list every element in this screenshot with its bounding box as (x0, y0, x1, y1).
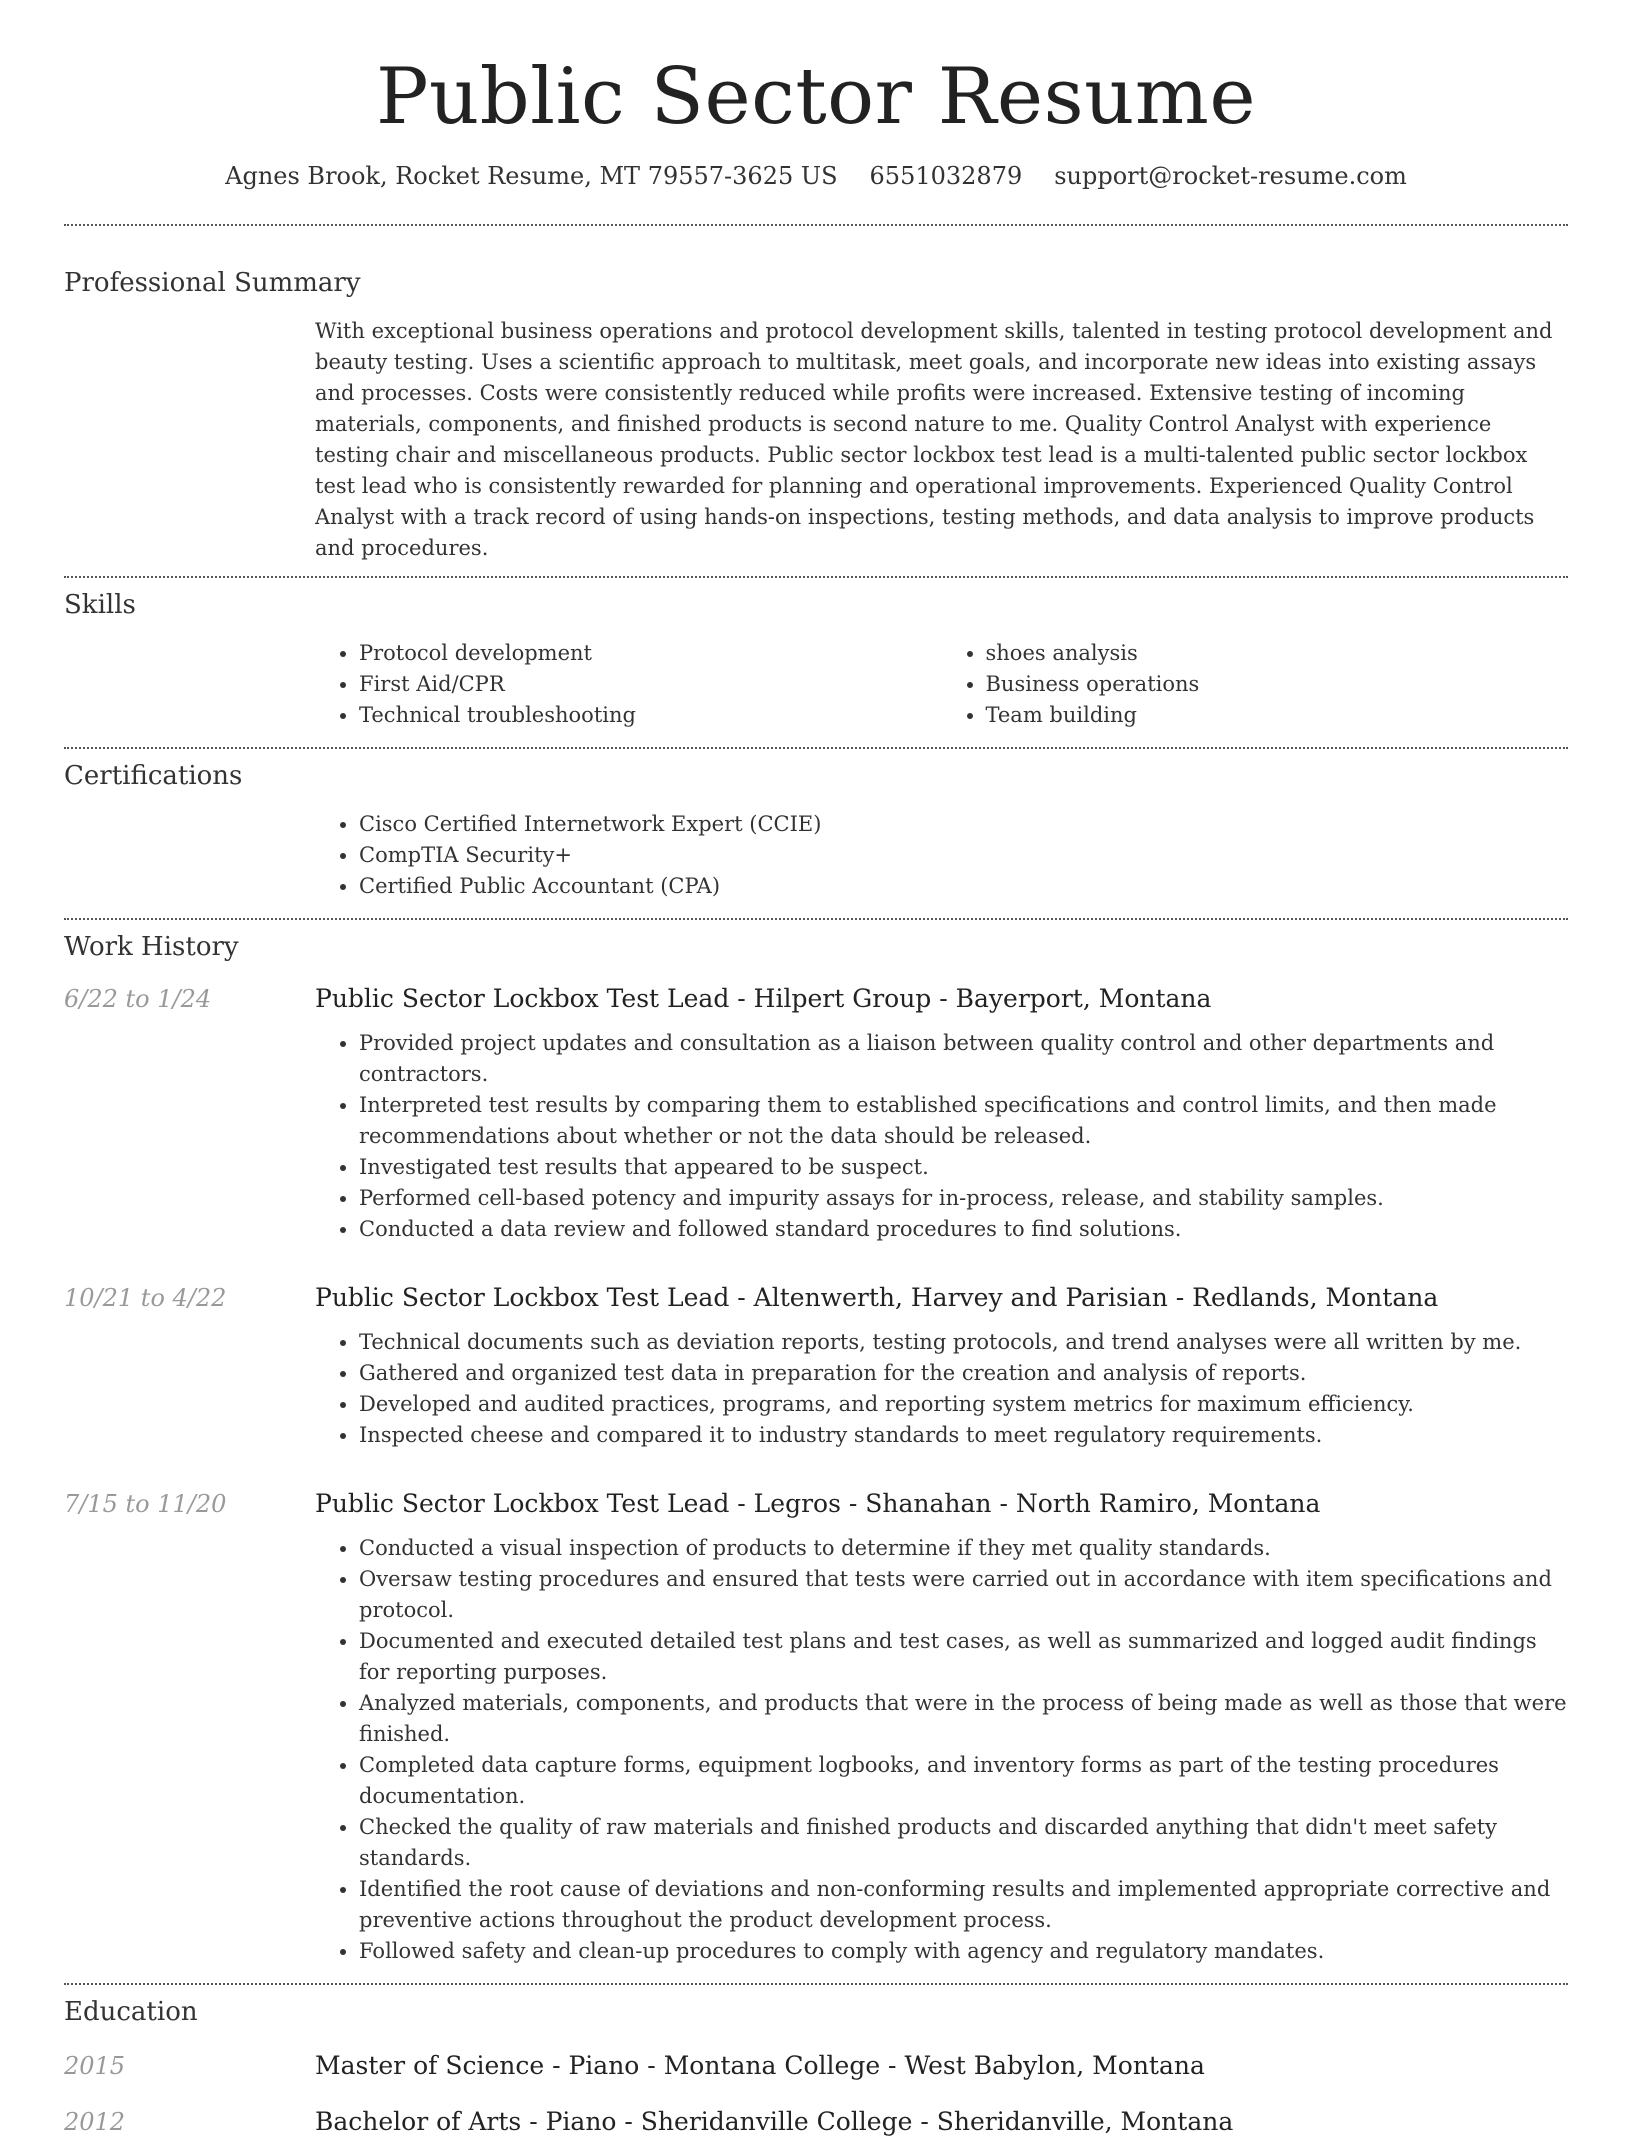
job-bullet: • Conducted a data review and followed standard procedures to find solutions. (359, 1214, 1568, 1245)
job-bullets (315, 1315, 1568, 1467)
job-title: Public Sector Lockbox Test Lead - Legros - Shanahan - North Ramiro, Montana (315, 1489, 1321, 1518)
job-bullet: • Performed cell-based potency and impurity assays for in-process, release, and stability samples. (359, 1183, 1568, 1214)
job-title: Public Sector Lockbox Test Lead - Hilpert Group - Bayerport, Montana (315, 984, 1212, 1013)
skills-column-left (315, 638, 942, 731)
skill-item: • First Aid/CPR (359, 669, 942, 700)
skill-item: • Protocol development (359, 638, 942, 669)
job-dates: 7/15 to 11/20 (64, 1490, 227, 1518)
job-dates: 6/22 to 1/24 (64, 985, 212, 1013)
education-entry (64, 2027, 1568, 2083)
job-bullets (315, 1016, 1568, 1261)
certification-item: • Certified Public Accountant (CPA) (359, 871, 1568, 902)
job-bullet: • Analyzed materials, components, and products that were in the process of being made as well as those that were finished. (359, 1688, 1568, 1750)
skills-column-right (942, 638, 1569, 731)
summary-heading: Professional Summary (64, 268, 361, 298)
job-bullet: • Conducted a visual inspection of products to determine if they met quality standards. (359, 1533, 1568, 1564)
job-entry (64, 1467, 1568, 1983)
contact-email: support@rocket-resume.com (1054, 162, 1407, 190)
education-title: Bachelor of Arts - Piano - Sheridanville College - Sheridanville, Montana (315, 2107, 1234, 2136)
job-bullet: • Checked the quality of raw materials and finished products and discarded anything that didn't meet safety standards. (359, 1812, 1568, 1874)
job-bullet: • Completed data capture forms, equipment logbooks, and inventory forms as part of the testing procedures documentation. (359, 1750, 1568, 1812)
skill-item: • shoes analysis (986, 638, 1569, 669)
skills-heading: Skills (64, 590, 136, 620)
job-bullet: • Documented and executed detailed test plans and test cases, as well as summarized and logged audit findings for reporting purposes. (359, 1626, 1568, 1688)
education-heading: Education (64, 1997, 198, 2027)
job-bullet: • Oversaw testing procedures and ensured that tests were carried out in accordance with item specifications and protocol. (359, 1564, 1568, 1626)
skills-list (315, 620, 1568, 747)
job-bullet: • Interpreted test results by comparing them to established specifications and control limits, and then made recommendations about whether or not the data should be released. (359, 1090, 1568, 1152)
certifications-heading: Certifications (64, 761, 243, 791)
education-year: 2012 (64, 2108, 126, 2136)
job-title: Public Sector Lockbox Test Lead - Altenwerth, Harvey and Parisian - Redlands, Montana (315, 1283, 1439, 1312)
job-bullet: • Developed and audited practices, programs, and reporting system metrics for maximum efficiency. (359, 1389, 1568, 1420)
contact-phone: 6551032879 (869, 162, 1023, 190)
certification-item: • CompTIA Security+ (359, 840, 1568, 871)
contact-address: Agnes Brook, Rocket Resume, MT 79557-3625 US (225, 162, 838, 190)
job-bullet: • Followed safety and clean-up procedures to comply with agency and regulatory mandates. (359, 1936, 1568, 1967)
contact-line (64, 162, 1568, 190)
summary-text: With exceptional business operations and protocol development skills, talented in testing protocol development and beauty testing. Uses a scientific approach to multitask, meet goals, and incorporate new ideas into existing assays and processes. Costs were consistently reduced while profits were increased. Extensive testing of incoming materials, components, and finished products is second nature to me. Quality Control Analyst with experience testing chair and miscellaneous products. Public sector lockbox test lead is a multi-talented public sector lockbox test lead who is consistently rewarded for planning and operational improvements. Experienced Quality Control Analyst with a track record of using hands-on inspections, testing methods, and data analysis to improve products and procedures. (315, 319, 1553, 560)
certification-item: • Cisco Certified Internetwork Expert (CCIE) (359, 809, 1568, 840)
education-entry (64, 2083, 1568, 2139)
job-dates: 10/21 to 4/22 (64, 1284, 227, 1312)
work-history-heading: Work History (64, 932, 239, 962)
job-bullet: • Identified the root cause of deviations and non-conforming results and implemented appropriate corrective and preventive actions throughout the product development process. (359, 1874, 1568, 1936)
education-title: Master of Science - Piano - Montana College - West Babylon, Montana (315, 2051, 1205, 2080)
job-bullet: • Provided project updates and consultation as a liaison between quality control and other departments and contractors. (359, 1028, 1568, 1090)
job-bullet: • Gathered and organized test data in preparation for the creation and analysis of reports. (359, 1358, 1568, 1389)
certifications-list (315, 791, 1568, 918)
skill-item: • Technical troubleshooting (359, 700, 942, 731)
skill-item: • Team building (986, 700, 1569, 731)
skill-item: • Business operations (986, 669, 1569, 700)
resume-title: Public Sector Resume (376, 52, 1256, 142)
job-entry (64, 962, 1568, 1261)
education-year: 2015 (64, 2052, 126, 2080)
job-entry (64, 1261, 1568, 1467)
job-bullet: • Technical documents such as deviation reports, testing protocols, and trend analyses were all written by me. (359, 1327, 1568, 1358)
job-bullet: • Investigated test results that appeared to be suspect. (359, 1152, 1568, 1183)
job-bullet: • Inspected cheese and compared it to industry standards to meet regulatory requirements. (359, 1420, 1568, 1451)
job-bullets (315, 1521, 1568, 1983)
